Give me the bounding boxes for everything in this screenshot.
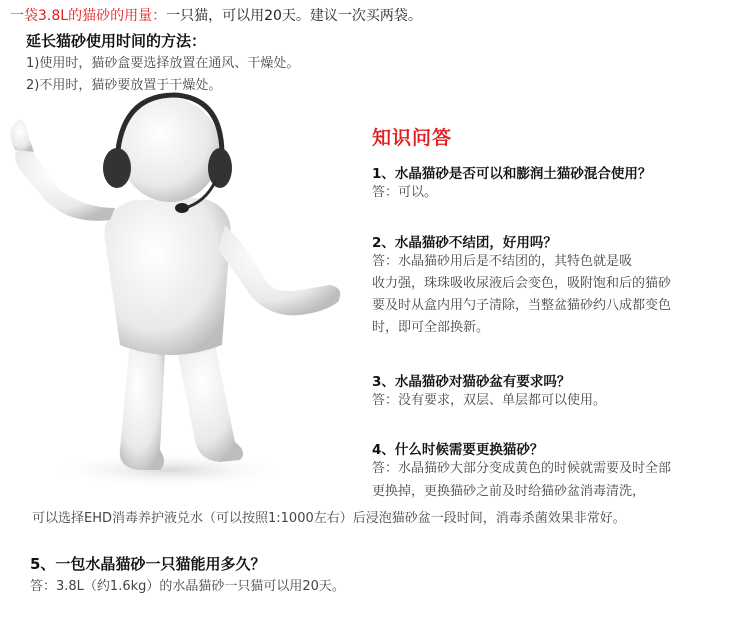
extend-title: 延长猫砂使用时间的方法： <box>26 32 207 50</box>
answer-4-line-1: 答：水晶猫砂大部分变成黄色的时候就需要及时全部 <box>372 461 672 476</box>
answer-1-line-1: 答：可以。 <box>372 185 438 200</box>
question-4: 4、什么时候需要更换猫砂？ <box>372 442 544 458</box>
usage-line <box>10 5 422 25</box>
usage-text: 一只猫，可以用20天。建议一次买两袋。 <box>166 8 422 24</box>
usage-label: 一袋3.8L的猫砂的用量： <box>10 8 167 24</box>
question-3: 3、水晶猫砂对猫砂盆有要求吗？ <box>372 374 571 390</box>
answer-5: 答：3.8L（约1.6kg）的水晶猫砂一只猫可以用20天。 <box>30 579 345 594</box>
question-5: 5、一包水晶猫砂一只猫能用多久？ <box>30 555 266 573</box>
headset-figure-illustration <box>0 90 365 500</box>
qa-title: 知识问答 <box>372 127 453 149</box>
tip-1: 1)使用时，猫砂盒要选择放置在通风、干燥处。 <box>26 56 300 71</box>
answer-4-line-2: 更换掉，更换猫砂之前及时给猫砂盆消毒清洗， <box>372 484 646 499</box>
answer-3-line-1: 答：没有要求，双层、单层都可以使用。 <box>372 393 607 408</box>
answer-4-continued: 可以选择EHD消毒养护液兑水（可以按照1:1000左右）后浸泡猫砂盆一段时间，消毒杀菌效果非常好。 <box>32 511 626 526</box>
tip-2: 2)不用时，猫砂要放置于干燥处。 <box>26 78 222 93</box>
question-1: 1、水晶猫砂是否可以和膨润土猫砂混合使用？ <box>372 166 652 182</box>
answer-2-line-3: 要及时从盒内用勺子清除，当整盆猫砂约八成都变色 <box>372 298 672 313</box>
answer-2-line-1: 答：水晶猫砂用后是不结团的，其特色就是吸 <box>372 254 633 269</box>
answer-2-line-4: 时，即可全部换新。 <box>372 320 490 335</box>
question-2: 2、水晶猫砂不结团，好用吗？ <box>372 235 557 251</box>
answer-2-line-2: 收力强，珠珠吸收尿液后会变色，吸附饱和后的猫砂 <box>372 276 672 291</box>
